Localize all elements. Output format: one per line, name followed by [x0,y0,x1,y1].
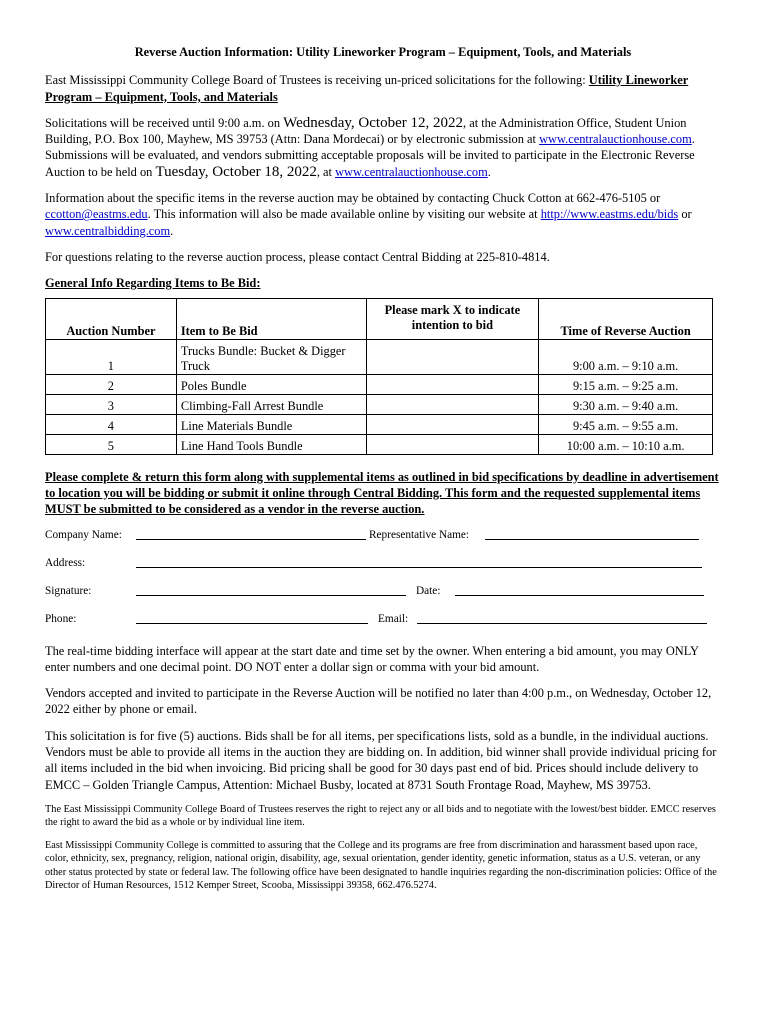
item-name: Climbing-Fall Arrest Bundle [176,394,366,414]
central-bidding-link[interactable]: www.centralbidding.com [45,223,171,238]
auction-number: 1 [46,339,177,374]
table-row [46,339,713,374]
address-field[interactable] [136,557,702,568]
info-text-a: Information about the specific items in the reverse auction may be obtained by contacting Chuck Cotton at 662-476-5105 or [45,191,661,206]
auction-items-table [45,298,713,455]
auction-number: 5 [46,434,177,454]
header-intention: Please mark X to indicate intention to bid [366,298,539,339]
auction-date: Tuesday, October 18, 2022 [155,163,317,180]
solicitation-text-d: , at [316,164,336,179]
central-auction-link-2[interactable]: www.centralauctionhouse.com [335,164,488,179]
email-label: Email: [378,612,409,625]
intention-cell[interactable] [366,394,539,414]
solicitation-text-c: . Submissions will be evaluated, and vendors submitting acceptable proposals will be invited to participate in the Electronic Reverse Auction to be held on [45,132,695,179]
solicitation-text-e: . [487,164,491,179]
form-row-company [45,529,721,557]
vendor-form [45,529,721,641]
info-text-c: or [678,207,692,222]
item-name: Line Hand Tools Bundle [176,434,366,454]
representative-name-field[interactable] [485,529,699,540]
intro-program-name: Utility Lineworker Program – Equipment, Tools, and Materials [45,73,689,104]
intention-cell[interactable] [366,374,539,394]
bidding-interface-paragraph: The real-time bidding interface will appear at the start date and time set by the owner. When entering a bid amount, you may ONLY enter numbers and one decimal point. DO NOT enter a dollar sign or comma with your bid amount. [45,643,699,674]
nondiscrimination-paragraph: East Mississippi Community College is committed to assuring that the College and its programs are free from discrimination and harassment based upon race, color, ethnicity, sex, pregnancy, religion, national origin, disability, age, sexual orientation, gender identity, genetic information, status as a U.S. veteran, or any other status protected by state or federal law. The following office have been designated to handle inquiries regarding the non-discrimination policies: Office of the Director of Human Resources, 1512 Kemper Street, Scooba, Mississippi 39358, 662.476.5274. [45,839,717,891]
phone-label: Phone: [45,612,77,625]
representative-name-label: Representative Name: [369,528,470,541]
item-name: Trucks Bundle: Bucket & Digger Truck [176,339,366,374]
auction-number: 2 [46,374,177,394]
header-item: Item to Be Bid [176,298,366,339]
intro-text: East Mississippi Community College Board of Trustees is receiving un-priced solicitations for the following: [45,73,589,88]
info-text-d: . [170,223,174,238]
intro-paragraph [45,72,721,105]
auction-time: 9:15 a.m. – 9:25 a.m. [539,374,713,394]
table-row [46,374,713,394]
solicitation-due-date: Wednesday, October 12, 2022 [283,114,463,131]
intention-cell[interactable] [366,414,539,434]
solicitation-paragraph [45,115,721,180]
auction-number: 4 [46,414,177,434]
contact-email-link[interactable]: ccotton@eastms.edu [45,207,148,222]
table-row [46,394,713,414]
document-page [45,44,721,901]
solicitation-text-b: , at the Administration Office, Student Union Building, P.O. Box 100, Mayhew, MS 39753 (Attn: Dana Mordecai) or by electronic submission at [45,115,687,147]
info-text-b: . This information will also be made available online by visiting our website at [147,207,541,222]
general-info-heading: General Info Regarding Items to Be Bid: [45,276,261,291]
header-auction-number: Auction Number [46,298,177,339]
table-row [46,434,713,454]
signature-label: Signature: [45,584,92,597]
five-auctions-paragraph: This solicitation is for five (5) auctions. Bids shall be for all items, per specifications lists, sold as a bundle, in the individual auctions. Vendors must be able to provide all items in the auction they are bidding on. In addition, bid winner shall provide individual pricing for all items included in the bid when invoicing. Bid pricing shall be good for 30 days past end of bid. Prices should include delivery to EMCC – Golden Triangle Campus, Attention: Michael Busby, located at 8731 South Frontage Road, Mayhew, MS 39753. [45,728,717,792]
email-field[interactable] [417,613,707,624]
auction-time: 9:45 a.m. – 9:55 a.m. [539,414,713,434]
info-paragraph [45,190,721,239]
date-field[interactable] [455,585,704,596]
address-label: Address: [45,556,86,569]
auction-time: 9:30 a.m. – 9:40 a.m. [539,394,713,414]
company-name-field[interactable] [136,529,366,540]
reserve-rights-paragraph: The East Mississippi Community College Board of Trustees reserves the right to reject any or all bids and to negotiate with the lowest/best bidder. EMCC reserves the right to award the bid as a whole or by individual line item. [45,803,716,829]
page-title: Reverse Auction Information: Utility Lineworker Program – Equipment, Tools, and Materials [134,45,632,59]
intention-cell[interactable] [366,434,539,454]
table-header-row [46,298,713,339]
central-auction-link[interactable]: www.centralauctionhouse.com [539,132,692,147]
table-row [46,414,713,434]
eastms-bids-link[interactable]: http://www.eastms.edu/bids [540,207,679,222]
auction-time: 9:00 a.m. – 9:10 a.m. [539,339,713,374]
solicitation-text-a: Solicitations will be received until 9:00 a.m. on [45,115,284,130]
vendor-notification-paragraph: Vendors accepted and invited to participate in the Reverse Auction will be notified no later than 4:00 p.m., on Wednesday, October 12, 2022 either by phone or email. [45,686,712,717]
questions-paragraph: For questions relating to the reverse auction process, please contact Central Bidding at 225-810-4814. [45,249,550,264]
auction-time: 10:00 a.m. – 10:10 a.m. [539,434,713,454]
company-name-label: Company Name: [45,528,122,541]
form-row-signature [45,585,721,613]
header-time: Time of Reverse Auction [539,298,713,339]
form-row-address [45,557,721,585]
item-name: Poles Bundle [176,374,366,394]
intention-cell[interactable] [366,339,539,374]
form-row-phone [45,613,721,641]
phone-field[interactable] [136,613,368,624]
signature-field[interactable] [136,585,406,596]
item-name: Line Materials Bundle [176,414,366,434]
submission-notice: Please complete & return this form along with supplemental items as outlined in bid specifications by deadline in advertisement to location you will be bidding or submit it online through Central Bidding. This form and the requested supplemental items MUST be submitted to be considered as a vendor in the reverse auction. [45,469,719,516]
date-label: Date: [416,584,441,597]
auction-number: 3 [46,394,177,414]
